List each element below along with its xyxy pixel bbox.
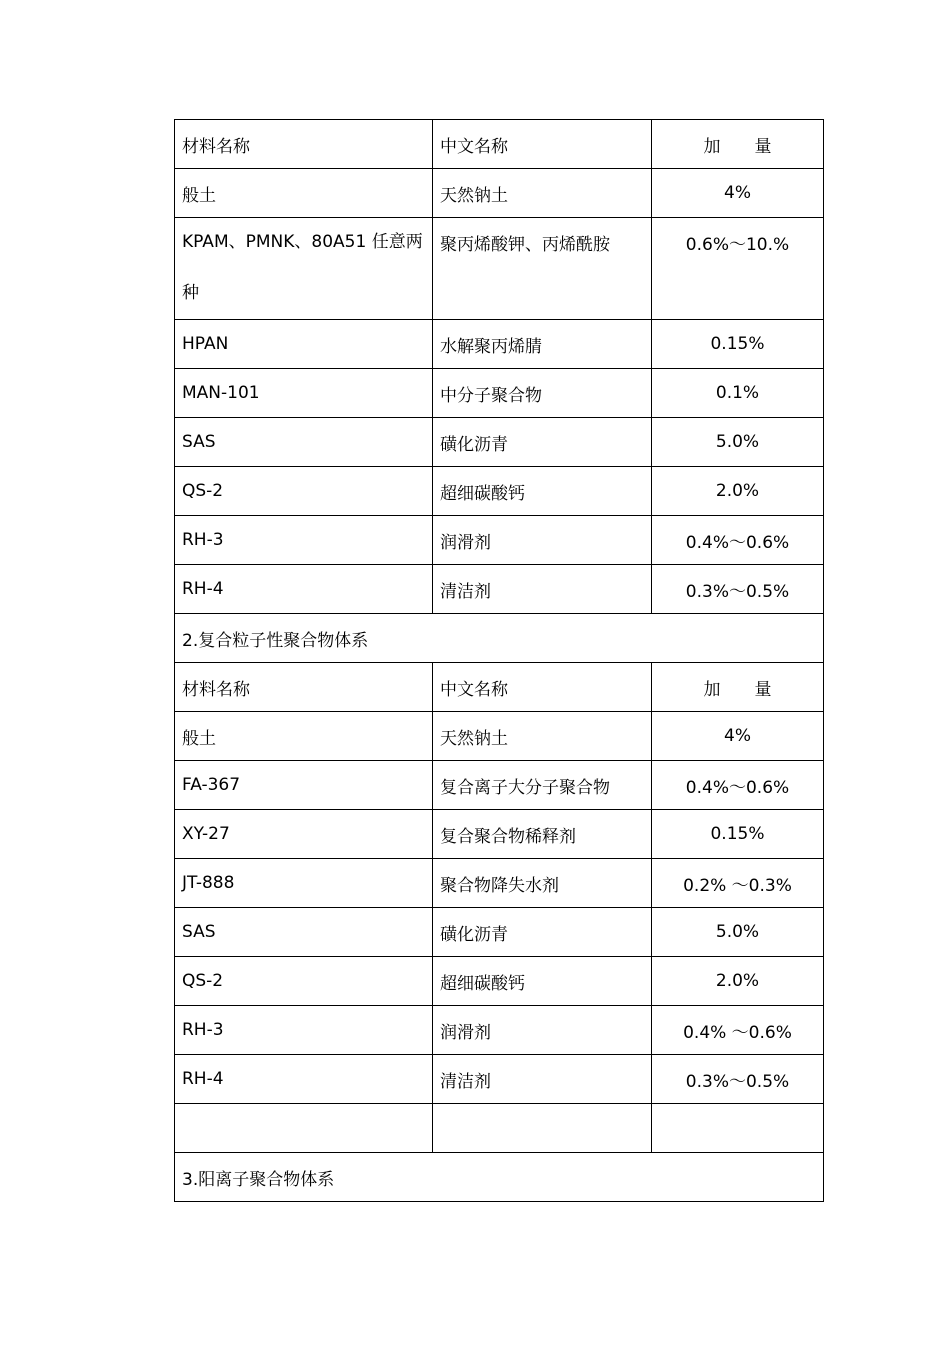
table-row bbox=[175, 1055, 824, 1104]
table-row bbox=[175, 908, 824, 957]
cell-chinese-name: 水解聚丙烯腈 bbox=[433, 320, 652, 369]
cell-dosage: 0.3%～0.5% bbox=[652, 1055, 824, 1104]
header-chinese-name: 中文名称 bbox=[433, 120, 652, 169]
cell-material: XY-27 bbox=[175, 810, 433, 859]
table-row bbox=[175, 761, 824, 810]
cell-chinese-name: 天然钠土 bbox=[433, 169, 652, 218]
cell-dosage: 5.0% bbox=[652, 418, 824, 467]
cell-dosage: 0.4%～0.6% bbox=[652, 516, 824, 565]
table-row bbox=[175, 957, 824, 1006]
header-chinese-name: 中文名称 bbox=[433, 663, 652, 712]
cell-material: RH-3 bbox=[175, 516, 433, 565]
table-row-empty bbox=[175, 1104, 824, 1153]
cell-dosage: 2.0% bbox=[652, 467, 824, 516]
cell-material bbox=[175, 218, 433, 320]
section-title-row bbox=[175, 1153, 824, 1202]
section-title: 2.复合粒子性聚合物体系 bbox=[175, 614, 824, 663]
cell-material: MAN-101 bbox=[175, 369, 433, 418]
cell-chinese-name: 复合聚合物稀释剂 bbox=[433, 810, 652, 859]
cell-chinese-name: 磺化沥青 bbox=[433, 418, 652, 467]
cell-dosage: 5.0% bbox=[652, 908, 824, 957]
cell-dosage: 4% bbox=[652, 169, 824, 218]
table-row bbox=[175, 218, 824, 320]
cell-dosage: 4% bbox=[652, 712, 824, 761]
cell-material: QS-2 bbox=[175, 467, 433, 516]
cell-chinese-name: 中分子聚合物 bbox=[433, 369, 652, 418]
cell-chinese-name: 复合离子大分子聚合物 bbox=[433, 761, 652, 810]
cell-chinese-name: 聚合物降失水剂 bbox=[433, 859, 652, 908]
cell-material: HPAN bbox=[175, 320, 433, 369]
header-material-name: 材料名称 bbox=[175, 120, 433, 169]
cell-dosage: 0.3%～0.5% bbox=[652, 565, 824, 614]
table-row bbox=[175, 418, 824, 467]
cell-chinese-name bbox=[433, 1104, 652, 1153]
cell-material: QS-2 bbox=[175, 957, 433, 1006]
cell-dosage: 0.1% bbox=[652, 369, 824, 418]
cell-chinese-name: 清洁剂 bbox=[433, 1055, 652, 1104]
table-row bbox=[175, 516, 824, 565]
header-material-name: 材料名称 bbox=[175, 663, 433, 712]
cell-material: SAS bbox=[175, 418, 433, 467]
cell-material-text: KPAM、PMNK、80A51 任意两种 bbox=[182, 232, 423, 303]
cell-dosage: 0.4%～0.6% bbox=[652, 761, 824, 810]
table-row bbox=[175, 320, 824, 369]
table-row bbox=[175, 810, 824, 859]
section-title-row bbox=[175, 614, 824, 663]
cell-chinese-name: 聚丙烯酸钾、丙烯酰胺 bbox=[433, 218, 652, 320]
cell-material: JT-888 bbox=[175, 859, 433, 908]
table-row bbox=[175, 169, 824, 218]
header-dosage: 加 量 bbox=[652, 663, 824, 712]
cell-chinese-name: 润滑剂 bbox=[433, 516, 652, 565]
section-title: 3.阳离子聚合物体系 bbox=[175, 1153, 824, 1202]
table-row bbox=[175, 369, 824, 418]
cell-material: 般土 bbox=[175, 712, 433, 761]
cell-dosage: 0.4% ～0.6% bbox=[652, 1006, 824, 1055]
table-row bbox=[175, 467, 824, 516]
cell-chinese-name: 天然钠土 bbox=[433, 712, 652, 761]
cell-material bbox=[175, 1104, 433, 1153]
table-row bbox=[175, 565, 824, 614]
formulation-table bbox=[174, 119, 824, 1202]
cell-chinese-name: 润滑剂 bbox=[433, 1006, 652, 1055]
cell-dosage bbox=[652, 1104, 824, 1153]
cell-material: RH-4 bbox=[175, 1055, 433, 1104]
cell-chinese-name: 超细碳酸钙 bbox=[433, 957, 652, 1006]
cell-dosage: 0.6%～10.% bbox=[652, 218, 824, 320]
table-header-row bbox=[175, 120, 824, 169]
cell-dosage: 0.2% ～0.3% bbox=[652, 859, 824, 908]
cell-chinese-name: 磺化沥青 bbox=[433, 908, 652, 957]
cell-chinese-name: 清洁剂 bbox=[433, 565, 652, 614]
table-row bbox=[175, 712, 824, 761]
cell-material: RH-4 bbox=[175, 565, 433, 614]
cell-chinese-name: 超细碳酸钙 bbox=[433, 467, 652, 516]
cell-material: 般土 bbox=[175, 169, 433, 218]
cell-material: FA-367 bbox=[175, 761, 433, 810]
cell-material: RH-3 bbox=[175, 1006, 433, 1055]
table-header-row bbox=[175, 663, 824, 712]
table-row bbox=[175, 1006, 824, 1055]
header-dosage: 加 量 bbox=[652, 120, 824, 169]
cell-dosage: 0.15% bbox=[652, 810, 824, 859]
cell-dosage: 2.0% bbox=[652, 957, 824, 1006]
cell-material: SAS bbox=[175, 908, 433, 957]
table-row bbox=[175, 859, 824, 908]
cell-dosage: 0.15% bbox=[652, 320, 824, 369]
